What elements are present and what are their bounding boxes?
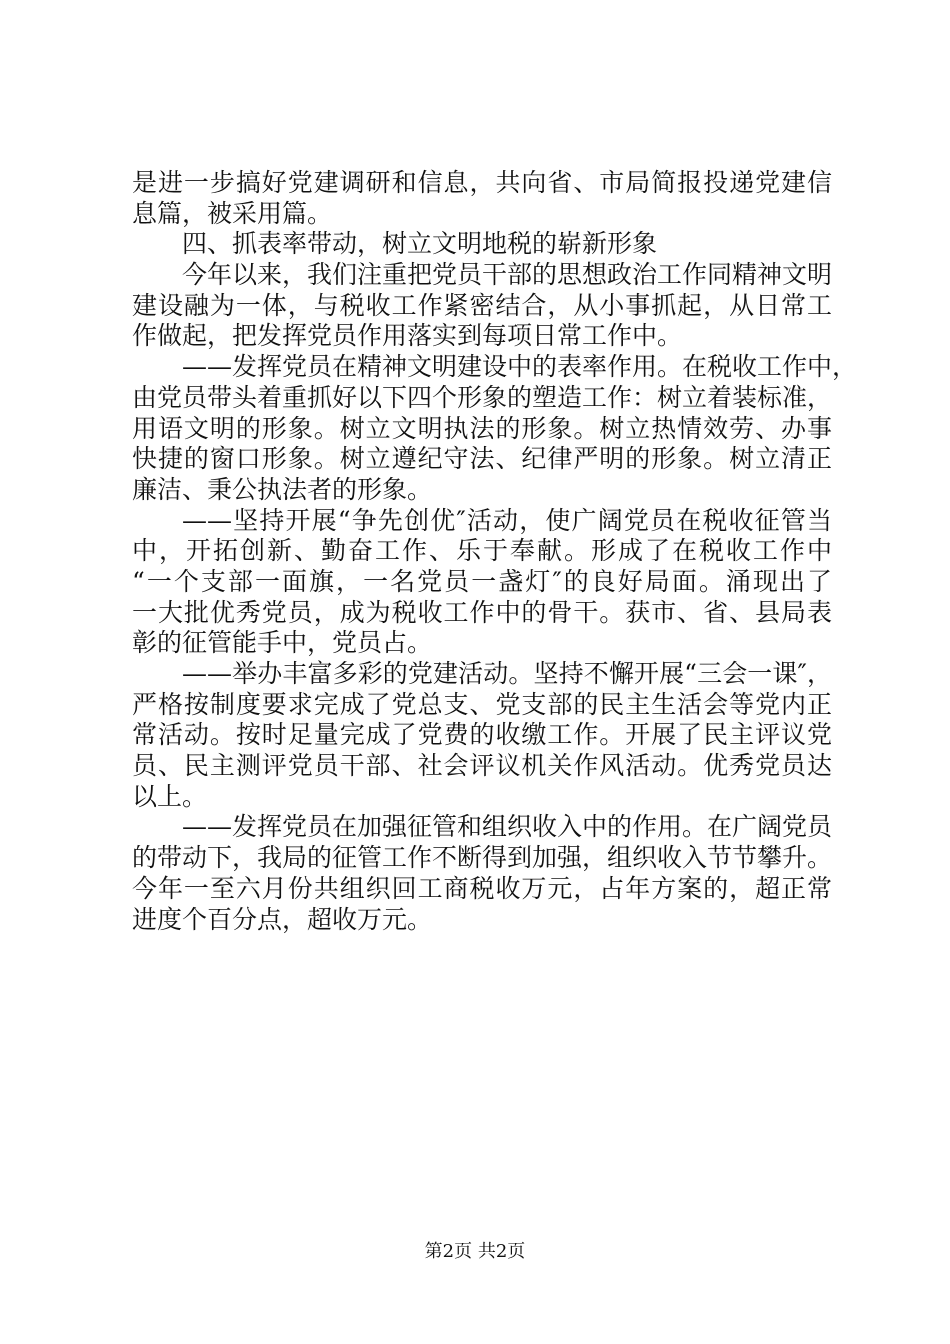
text-line: 息篇，被采用篇。 xyxy=(132,198,333,228)
text-line: 中，开拓创新、勤奋工作、乐于奉献。形成了在税收工作中 xyxy=(132,536,832,566)
text-line: 今年一至六月份共组织回工商税收万元，占年方案的，超正常 xyxy=(132,873,832,903)
text-line: 常活动。按时足量完成了党费的收缴工作。开展了民主评议党 xyxy=(132,720,832,750)
text-line: 一大批优秀党员，成为税收工作中的骨干。获市、省、县局表 xyxy=(132,597,832,627)
text-line: 严格按制度要求完成了党总支、党支部的民主生活会等党内正 xyxy=(132,689,832,719)
text-line: ——发挥党员在加强征管和组织收入中的作用。在广阔党员 xyxy=(182,812,833,842)
text-line: 作做起，把发挥党员作用落实到每项日常工作中。 xyxy=(132,321,683,351)
text-line: ——举办丰富多彩的党建活动。坚持不懈开展“三会一课″， xyxy=(182,659,832,688)
text-line: 员、民主测评党员干部、社会评议机关作风活动。优秀党员达 xyxy=(132,751,832,781)
text-line: 由党员带头着重抓好以下四个形象的塑造工作：树立着装标准， xyxy=(132,382,833,412)
text-line: 快捷的窗口形象。树立遵纪守法、纪律严明的形象。树立清正 xyxy=(132,444,832,474)
text-line: 彰的征管能手中，党员占。 xyxy=(132,628,433,658)
text-line: 的带动下，我局的征管工作不断得到加强，组织收入节节攀升。 xyxy=(132,843,833,873)
text-line: 建设融为一体，与税收工作紧密结合，从小事抓起，从日常工 xyxy=(132,290,832,320)
text-line: ——坚持开展“争先创优″活动，使广阔党员在税收征管当 xyxy=(182,505,832,535)
text-line: 以上。 xyxy=(132,781,208,811)
text-line: 是进一步搞好党建调研和信息，共向省、市局简报投递党建信 xyxy=(132,168,832,197)
text-line: 用语文明的形象。树立文明执法的形象。树立热情效劳、办事 xyxy=(132,413,832,443)
section-heading: 四、抓表率带动，树立文明地税的崭新形象 xyxy=(182,229,658,259)
page-number-footer: 第2页 共2页 xyxy=(424,1241,526,1262)
document-body xyxy=(132,168,858,935)
text-line: ——发挥党员在精神文明建设中的表率作用。在税收工作中， xyxy=(182,352,858,382)
text-line: “一个支部一面旗，一名党员一盏灯″的良好局面。涌现出了 xyxy=(132,566,832,596)
text-line: 廉洁、秉公执法者的形象。 xyxy=(132,474,433,504)
text-line: 今年以来，我们注重把党员干部的思想政治工作同精神文明 xyxy=(182,260,833,290)
text-line: 进度个百分点，超收万元。 xyxy=(132,904,433,934)
